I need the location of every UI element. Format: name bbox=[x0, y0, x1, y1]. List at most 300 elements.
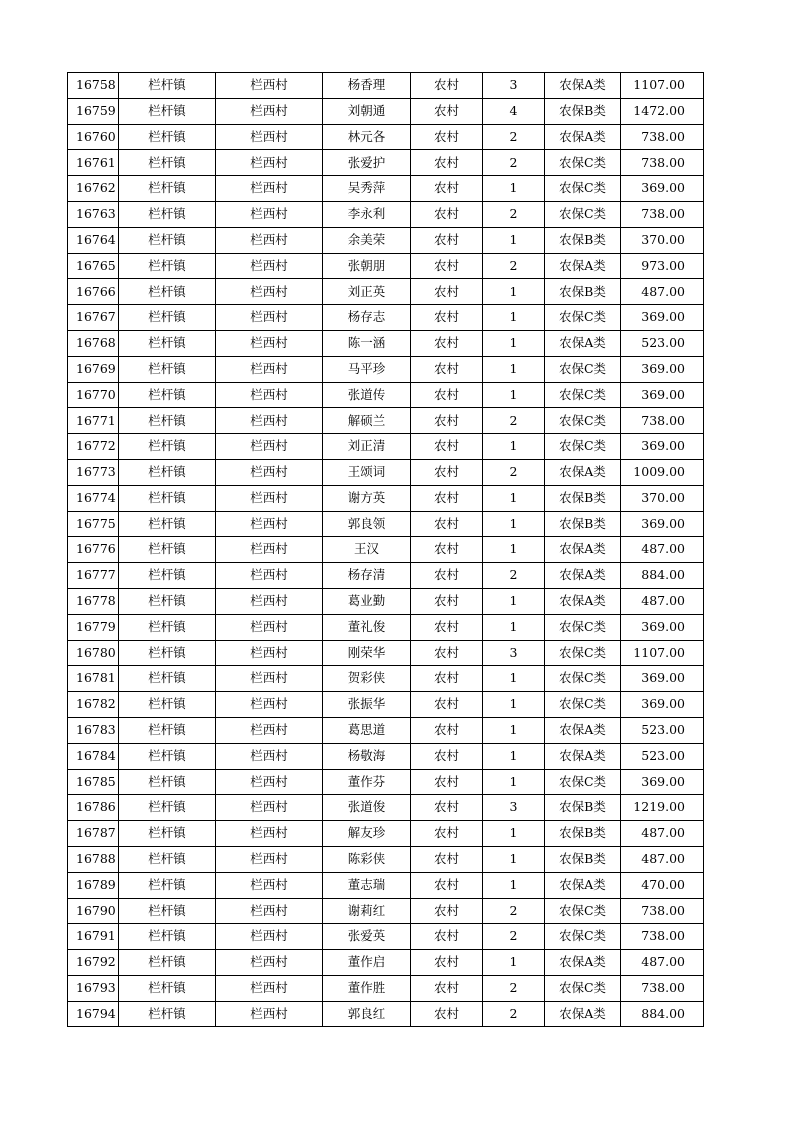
amount-cell: 369.00 bbox=[621, 176, 704, 202]
area-type-cell: 农村 bbox=[411, 769, 483, 795]
data-table bbox=[67, 72, 704, 1027]
area-type-cell: 农村 bbox=[411, 408, 483, 434]
row-number-cell: 16792 bbox=[68, 950, 119, 976]
table-row bbox=[68, 743, 704, 769]
insurance-class-cell: 农保A类 bbox=[545, 73, 621, 99]
amount-cell: 369.00 bbox=[621, 382, 704, 408]
village-cell: 栏西村 bbox=[216, 124, 323, 150]
table-row bbox=[68, 408, 704, 434]
insurance-class-cell: 农保C类 bbox=[545, 408, 621, 434]
table-row bbox=[68, 795, 704, 821]
table-row bbox=[68, 769, 704, 795]
village-cell: 栏西村 bbox=[216, 924, 323, 950]
insurance-class-cell: 农保C类 bbox=[545, 692, 621, 718]
amount-cell: 1219.00 bbox=[621, 795, 704, 821]
name-cell: 董作启 bbox=[323, 950, 411, 976]
name-cell: 解硕兰 bbox=[323, 408, 411, 434]
table-row bbox=[68, 434, 704, 460]
name-cell: 解友珍 bbox=[323, 821, 411, 847]
insurance-class-cell: 农保A类 bbox=[545, 563, 621, 589]
name-cell: 杨存志 bbox=[323, 305, 411, 331]
area-type-cell: 农村 bbox=[411, 124, 483, 150]
village-cell: 栏西村 bbox=[216, 563, 323, 589]
amount-cell: 523.00 bbox=[621, 743, 704, 769]
insurance-class-cell: 农保A类 bbox=[545, 253, 621, 279]
village-cell: 栏西村 bbox=[216, 485, 323, 511]
amount-cell: 1107.00 bbox=[621, 640, 704, 666]
name-cell: 刘正清 bbox=[323, 434, 411, 460]
area-type-cell: 农村 bbox=[411, 73, 483, 99]
area-type-cell: 农村 bbox=[411, 356, 483, 382]
area-type-cell: 农村 bbox=[411, 305, 483, 331]
insurance-class-cell: 农保C类 bbox=[545, 176, 621, 202]
area-type-cell: 农村 bbox=[411, 640, 483, 666]
town-cell: 栏杆镇 bbox=[119, 614, 216, 640]
amount-cell: 738.00 bbox=[621, 201, 704, 227]
row-number-cell: 16791 bbox=[68, 924, 119, 950]
people-count-cell: 2 bbox=[483, 408, 545, 434]
row-number-cell: 16790 bbox=[68, 898, 119, 924]
area-type-cell: 农村 bbox=[411, 588, 483, 614]
insurance-class-cell: 农保C类 bbox=[545, 975, 621, 1001]
row-number-cell: 16778 bbox=[68, 588, 119, 614]
insurance-class-cell: 农保C类 bbox=[545, 305, 621, 331]
town-cell: 栏杆镇 bbox=[119, 305, 216, 331]
amount-cell: 369.00 bbox=[621, 434, 704, 460]
village-cell: 栏西村 bbox=[216, 666, 323, 692]
village-cell: 栏西村 bbox=[216, 1001, 323, 1027]
table-row bbox=[68, 846, 704, 872]
people-count-cell: 3 bbox=[483, 640, 545, 666]
area-type-cell: 农村 bbox=[411, 201, 483, 227]
town-cell: 栏杆镇 bbox=[119, 588, 216, 614]
area-type-cell: 农村 bbox=[411, 485, 483, 511]
area-type-cell: 农村 bbox=[411, 950, 483, 976]
name-cell: 张朝朋 bbox=[323, 253, 411, 279]
town-cell: 栏杆镇 bbox=[119, 73, 216, 99]
amount-cell: 370.00 bbox=[621, 485, 704, 511]
people-count-cell: 1 bbox=[483, 769, 545, 795]
village-cell: 栏西村 bbox=[216, 743, 323, 769]
people-count-cell: 2 bbox=[483, 253, 545, 279]
insurance-class-cell: 农保A类 bbox=[545, 588, 621, 614]
area-type-cell: 农村 bbox=[411, 563, 483, 589]
insurance-class-cell: 农保B类 bbox=[545, 846, 621, 872]
insurance-class-cell: 农保A类 bbox=[545, 459, 621, 485]
row-number-cell: 16784 bbox=[68, 743, 119, 769]
town-cell: 栏杆镇 bbox=[119, 227, 216, 253]
village-cell: 栏西村 bbox=[216, 73, 323, 99]
table-row bbox=[68, 227, 704, 253]
area-type-cell: 农村 bbox=[411, 459, 483, 485]
row-number-cell: 16758 bbox=[68, 73, 119, 99]
town-cell: 栏杆镇 bbox=[119, 769, 216, 795]
table-row bbox=[68, 253, 704, 279]
town-cell: 栏杆镇 bbox=[119, 795, 216, 821]
town-cell: 栏杆镇 bbox=[119, 382, 216, 408]
people-count-cell: 1 bbox=[483, 614, 545, 640]
people-count-cell: 1 bbox=[483, 846, 545, 872]
area-type-cell: 农村 bbox=[411, 330, 483, 356]
name-cell: 刚荣华 bbox=[323, 640, 411, 666]
people-count-cell: 1 bbox=[483, 279, 545, 305]
row-number-cell: 16789 bbox=[68, 872, 119, 898]
table-row bbox=[68, 382, 704, 408]
amount-cell: 369.00 bbox=[621, 511, 704, 537]
village-cell: 栏西村 bbox=[216, 511, 323, 537]
insurance-class-cell: 农保B类 bbox=[545, 511, 621, 537]
amount-cell: 369.00 bbox=[621, 666, 704, 692]
name-cell: 张道俊 bbox=[323, 795, 411, 821]
town-cell: 栏杆镇 bbox=[119, 124, 216, 150]
table-row bbox=[68, 176, 704, 202]
village-cell: 栏西村 bbox=[216, 98, 323, 124]
amount-cell: 487.00 bbox=[621, 821, 704, 847]
table-row bbox=[68, 537, 704, 563]
table-row bbox=[68, 614, 704, 640]
name-cell: 陈彩侠 bbox=[323, 846, 411, 872]
name-cell: 董礼俊 bbox=[323, 614, 411, 640]
area-type-cell: 农村 bbox=[411, 98, 483, 124]
row-number-cell: 16759 bbox=[68, 98, 119, 124]
insurance-class-cell: 农保C类 bbox=[545, 898, 621, 924]
table-row bbox=[68, 459, 704, 485]
name-cell: 林元各 bbox=[323, 124, 411, 150]
row-number-cell: 16770 bbox=[68, 382, 119, 408]
amount-cell: 487.00 bbox=[621, 846, 704, 872]
town-cell: 栏杆镇 bbox=[119, 640, 216, 666]
town-cell: 栏杆镇 bbox=[119, 563, 216, 589]
row-number-cell: 16776 bbox=[68, 537, 119, 563]
row-number-cell: 16766 bbox=[68, 279, 119, 305]
amount-cell: 487.00 bbox=[621, 537, 704, 563]
table-row bbox=[68, 640, 704, 666]
people-count-cell: 1 bbox=[483, 950, 545, 976]
insurance-class-cell: 农保C类 bbox=[545, 640, 621, 666]
village-cell: 栏西村 bbox=[216, 898, 323, 924]
village-cell: 栏西村 bbox=[216, 950, 323, 976]
insurance-class-cell: 农保A类 bbox=[545, 743, 621, 769]
area-type-cell: 农村 bbox=[411, 795, 483, 821]
amount-cell: 738.00 bbox=[621, 408, 704, 434]
row-number-cell: 16765 bbox=[68, 253, 119, 279]
village-cell: 栏西村 bbox=[216, 279, 323, 305]
table-row bbox=[68, 975, 704, 1001]
table-row bbox=[68, 692, 704, 718]
village-cell: 栏西村 bbox=[216, 201, 323, 227]
table-row bbox=[68, 330, 704, 356]
town-cell: 栏杆镇 bbox=[119, 98, 216, 124]
row-number-cell: 16785 bbox=[68, 769, 119, 795]
town-cell: 栏杆镇 bbox=[119, 692, 216, 718]
village-cell: 栏西村 bbox=[216, 821, 323, 847]
people-count-cell: 1 bbox=[483, 434, 545, 460]
insurance-class-cell: 农保A类 bbox=[545, 124, 621, 150]
row-number-cell: 16762 bbox=[68, 176, 119, 202]
area-type-cell: 农村 bbox=[411, 743, 483, 769]
table-row bbox=[68, 98, 704, 124]
row-number-cell: 16775 bbox=[68, 511, 119, 537]
amount-cell: 369.00 bbox=[621, 305, 704, 331]
row-number-cell: 16788 bbox=[68, 846, 119, 872]
insurance-class-cell: 农保A类 bbox=[545, 1001, 621, 1027]
table-row bbox=[68, 898, 704, 924]
village-cell: 栏西村 bbox=[216, 176, 323, 202]
village-cell: 栏西村 bbox=[216, 769, 323, 795]
village-cell: 栏西村 bbox=[216, 717, 323, 743]
people-count-cell: 1 bbox=[483, 692, 545, 718]
insurance-class-cell: 农保C类 bbox=[545, 150, 621, 176]
insurance-class-cell: 农保C类 bbox=[545, 356, 621, 382]
amount-cell: 1472.00 bbox=[621, 98, 704, 124]
amount-cell: 973.00 bbox=[621, 253, 704, 279]
amount-cell: 738.00 bbox=[621, 975, 704, 1001]
table-body bbox=[68, 73, 704, 1027]
insurance-class-cell: 农保B类 bbox=[545, 795, 621, 821]
amount-cell: 369.00 bbox=[621, 614, 704, 640]
area-type-cell: 农村 bbox=[411, 382, 483, 408]
area-type-cell: 农村 bbox=[411, 821, 483, 847]
row-number-cell: 16771 bbox=[68, 408, 119, 434]
insurance-class-cell: 农保B类 bbox=[545, 821, 621, 847]
town-cell: 栏杆镇 bbox=[119, 537, 216, 563]
people-count-cell: 2 bbox=[483, 459, 545, 485]
village-cell: 栏西村 bbox=[216, 253, 323, 279]
table-row bbox=[68, 666, 704, 692]
area-type-cell: 农村 bbox=[411, 924, 483, 950]
name-cell: 马平珍 bbox=[323, 356, 411, 382]
village-cell: 栏西村 bbox=[216, 356, 323, 382]
town-cell: 栏杆镇 bbox=[119, 743, 216, 769]
row-number-cell: 16781 bbox=[68, 666, 119, 692]
amount-cell: 1107.00 bbox=[621, 73, 704, 99]
amount-cell: 369.00 bbox=[621, 769, 704, 795]
row-number-cell: 16773 bbox=[68, 459, 119, 485]
name-cell: 王颂词 bbox=[323, 459, 411, 485]
village-cell: 栏西村 bbox=[216, 588, 323, 614]
people-count-cell: 2 bbox=[483, 124, 545, 150]
insurance-class-cell: 农保C类 bbox=[545, 769, 621, 795]
table-row bbox=[68, 717, 704, 743]
row-number-cell: 16794 bbox=[68, 1001, 119, 1027]
people-count-cell: 1 bbox=[483, 666, 545, 692]
village-cell: 栏西村 bbox=[216, 459, 323, 485]
name-cell: 刘朝通 bbox=[323, 98, 411, 124]
people-count-cell: 1 bbox=[483, 305, 545, 331]
area-type-cell: 农村 bbox=[411, 846, 483, 872]
row-number-cell: 16761 bbox=[68, 150, 119, 176]
amount-cell: 523.00 bbox=[621, 330, 704, 356]
amount-cell: 738.00 bbox=[621, 124, 704, 150]
town-cell: 栏杆镇 bbox=[119, 279, 216, 305]
village-cell: 栏西村 bbox=[216, 795, 323, 821]
town-cell: 栏杆镇 bbox=[119, 950, 216, 976]
village-cell: 栏西村 bbox=[216, 330, 323, 356]
amount-cell: 487.00 bbox=[621, 950, 704, 976]
insurance-class-cell: 农保B类 bbox=[545, 485, 621, 511]
town-cell: 栏杆镇 bbox=[119, 872, 216, 898]
people-count-cell: 1 bbox=[483, 227, 545, 253]
row-number-cell: 16769 bbox=[68, 356, 119, 382]
table-row bbox=[68, 279, 704, 305]
people-count-cell: 2 bbox=[483, 150, 545, 176]
name-cell: 贺彩侠 bbox=[323, 666, 411, 692]
town-cell: 栏杆镇 bbox=[119, 330, 216, 356]
town-cell: 栏杆镇 bbox=[119, 485, 216, 511]
amount-cell: 738.00 bbox=[621, 898, 704, 924]
area-type-cell: 农村 bbox=[411, 537, 483, 563]
table-row bbox=[68, 1001, 704, 1027]
people-count-cell: 1 bbox=[483, 330, 545, 356]
insurance-class-cell: 农保C类 bbox=[545, 924, 621, 950]
amount-cell: 738.00 bbox=[621, 150, 704, 176]
name-cell: 吴秀萍 bbox=[323, 176, 411, 202]
name-cell: 董作胜 bbox=[323, 975, 411, 1001]
name-cell: 杨敬海 bbox=[323, 743, 411, 769]
table-row bbox=[68, 950, 704, 976]
table-row bbox=[68, 201, 704, 227]
town-cell: 栏杆镇 bbox=[119, 846, 216, 872]
area-type-cell: 农村 bbox=[411, 898, 483, 924]
area-type-cell: 农村 bbox=[411, 227, 483, 253]
row-number-cell: 16774 bbox=[68, 485, 119, 511]
people-count-cell: 1 bbox=[483, 176, 545, 202]
people-count-cell: 2 bbox=[483, 563, 545, 589]
name-cell: 谢方英 bbox=[323, 485, 411, 511]
insurance-class-cell: 农保C类 bbox=[545, 434, 621, 460]
village-cell: 栏西村 bbox=[216, 382, 323, 408]
table-row bbox=[68, 511, 704, 537]
name-cell: 刘正英 bbox=[323, 279, 411, 305]
insurance-class-cell: 农保B类 bbox=[545, 98, 621, 124]
village-cell: 栏西村 bbox=[216, 614, 323, 640]
table-row bbox=[68, 872, 704, 898]
name-cell: 张道传 bbox=[323, 382, 411, 408]
insurance-class-cell: 农保A类 bbox=[545, 872, 621, 898]
row-number-cell: 16763 bbox=[68, 201, 119, 227]
amount-cell: 884.00 bbox=[621, 563, 704, 589]
town-cell: 栏杆镇 bbox=[119, 898, 216, 924]
people-count-cell: 4 bbox=[483, 98, 545, 124]
area-type-cell: 农村 bbox=[411, 176, 483, 202]
town-cell: 栏杆镇 bbox=[119, 356, 216, 382]
area-type-cell: 农村 bbox=[411, 511, 483, 537]
amount-cell: 1009.00 bbox=[621, 459, 704, 485]
amount-cell: 884.00 bbox=[621, 1001, 704, 1027]
people-count-cell: 2 bbox=[483, 201, 545, 227]
area-type-cell: 农村 bbox=[411, 975, 483, 1001]
table-row bbox=[68, 124, 704, 150]
people-count-cell: 1 bbox=[483, 743, 545, 769]
table-row bbox=[68, 305, 704, 331]
village-cell: 栏西村 bbox=[216, 150, 323, 176]
amount-cell: 487.00 bbox=[621, 588, 704, 614]
village-cell: 栏西村 bbox=[216, 640, 323, 666]
row-number-cell: 16780 bbox=[68, 640, 119, 666]
town-cell: 栏杆镇 bbox=[119, 924, 216, 950]
people-count-cell: 2 bbox=[483, 1001, 545, 1027]
town-cell: 栏杆镇 bbox=[119, 434, 216, 460]
people-count-cell: 1 bbox=[483, 511, 545, 537]
area-type-cell: 农村 bbox=[411, 666, 483, 692]
village-cell: 栏西村 bbox=[216, 846, 323, 872]
village-cell: 栏西村 bbox=[216, 408, 323, 434]
table-row bbox=[68, 73, 704, 99]
town-cell: 栏杆镇 bbox=[119, 408, 216, 434]
town-cell: 栏杆镇 bbox=[119, 459, 216, 485]
people-count-cell: 1 bbox=[483, 485, 545, 511]
town-cell: 栏杆镇 bbox=[119, 717, 216, 743]
village-cell: 栏西村 bbox=[216, 434, 323, 460]
name-cell: 郭良红 bbox=[323, 1001, 411, 1027]
name-cell: 陈一涵 bbox=[323, 330, 411, 356]
village-cell: 栏西村 bbox=[216, 537, 323, 563]
row-number-cell: 16782 bbox=[68, 692, 119, 718]
area-type-cell: 农村 bbox=[411, 279, 483, 305]
area-type-cell: 农村 bbox=[411, 150, 483, 176]
name-cell: 葛思道 bbox=[323, 717, 411, 743]
area-type-cell: 农村 bbox=[411, 614, 483, 640]
area-type-cell: 农村 bbox=[411, 1001, 483, 1027]
name-cell: 郭良领 bbox=[323, 511, 411, 537]
name-cell: 杨香理 bbox=[323, 73, 411, 99]
town-cell: 栏杆镇 bbox=[119, 176, 216, 202]
people-count-cell: 1 bbox=[483, 588, 545, 614]
people-count-cell: 1 bbox=[483, 717, 545, 743]
name-cell: 王汉 bbox=[323, 537, 411, 563]
table-row bbox=[68, 485, 704, 511]
amount-cell: 369.00 bbox=[621, 356, 704, 382]
people-count-cell: 3 bbox=[483, 73, 545, 99]
insurance-class-cell: 农保A类 bbox=[545, 717, 621, 743]
town-cell: 栏杆镇 bbox=[119, 201, 216, 227]
name-cell: 谢莉红 bbox=[323, 898, 411, 924]
row-number-cell: 16783 bbox=[68, 717, 119, 743]
insurance-class-cell: 农保B类 bbox=[545, 227, 621, 253]
people-count-cell: 1 bbox=[483, 382, 545, 408]
row-number-cell: 16760 bbox=[68, 124, 119, 150]
row-number-cell: 16786 bbox=[68, 795, 119, 821]
amount-cell: 370.00 bbox=[621, 227, 704, 253]
area-type-cell: 农村 bbox=[411, 434, 483, 460]
amount-cell: 470.00 bbox=[621, 872, 704, 898]
amount-cell: 523.00 bbox=[621, 717, 704, 743]
row-number-cell: 16772 bbox=[68, 434, 119, 460]
name-cell: 李永利 bbox=[323, 201, 411, 227]
town-cell: 栏杆镇 bbox=[119, 150, 216, 176]
name-cell: 葛业勤 bbox=[323, 588, 411, 614]
area-type-cell: 农村 bbox=[411, 717, 483, 743]
area-type-cell: 农村 bbox=[411, 692, 483, 718]
people-count-cell: 1 bbox=[483, 872, 545, 898]
area-type-cell: 农村 bbox=[411, 872, 483, 898]
insurance-class-cell: 农保A类 bbox=[545, 330, 621, 356]
table-row bbox=[68, 821, 704, 847]
table-row bbox=[68, 150, 704, 176]
town-cell: 栏杆镇 bbox=[119, 821, 216, 847]
table-row bbox=[68, 356, 704, 382]
people-count-cell: 1 bbox=[483, 537, 545, 563]
amount-cell: 487.00 bbox=[621, 279, 704, 305]
amount-cell: 738.00 bbox=[621, 924, 704, 950]
row-number-cell: 16767 bbox=[68, 305, 119, 331]
table-row bbox=[68, 563, 704, 589]
village-cell: 栏西村 bbox=[216, 305, 323, 331]
town-cell: 栏杆镇 bbox=[119, 666, 216, 692]
insurance-class-cell: 农保A类 bbox=[545, 537, 621, 563]
insurance-class-cell: 农保C类 bbox=[545, 614, 621, 640]
people-count-cell: 2 bbox=[483, 898, 545, 924]
